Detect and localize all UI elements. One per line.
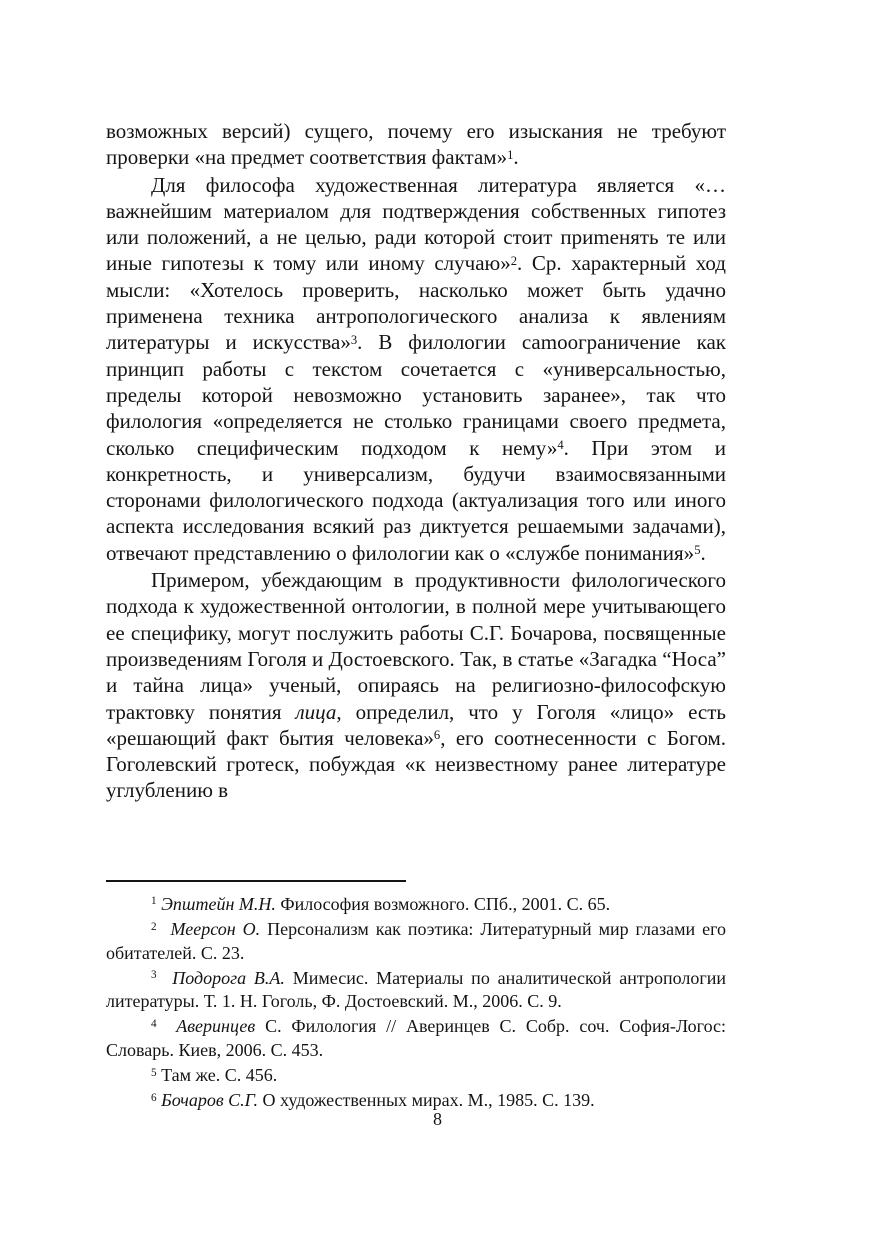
footnote-separator: [106, 880, 406, 882]
paragraph-3-emphasis: лица: [295, 699, 337, 724]
footnote-4: [106, 1015, 726, 1062]
footnote-text: Мимесис. Материалы по аналитической антропологии литературы. Т. 1. Н. Гоголь, Ф. Достоевский. М., 2006. С. 9.: [106, 967, 727, 1012]
footnote-3: [106, 967, 726, 1014]
footnote-text: Философия возможного. СПб., 2001. С. 65.: [275, 894, 611, 914]
footnote-ref-2[interactable]: 2: [510, 253, 517, 268]
main-text: [106, 118, 726, 804]
footnote-ref-4[interactable]: 4: [557, 437, 564, 452]
footnote-text: Персонализм как поэтика: Литературный мир глазами его обитателей. С. 23.: [106, 919, 727, 963]
paragraph-3: [106, 567, 726, 804]
footnote-number: 6: [151, 1091, 157, 1104]
footnote-5: [106, 1064, 726, 1088]
paragraph-2-text-3: . В филологии саmоограничение как принцип работы с текстом сочетается с «универсальностью, пределы которой невозможно установить заранее», так что филология «определяется не столько границами своего предмета, сколько специфическим подходом к нему»: [106, 330, 727, 460]
footnote-ref-6[interactable]: 6: [433, 728, 441, 743]
footnote-ref-3[interactable]: 3: [350, 332, 358, 347]
footnote-ref-1[interactable]: 1: [507, 147, 514, 162]
paragraph-3-text-3: , его соотнесенности с Богом. Гоголевский гротеск, побуждая «к неизвестному ранее литературе углублению в: [106, 725, 726, 803]
footnote-number: 3: [151, 969, 157, 982]
footnote-ref-5[interactable]: 5: [694, 543, 701, 558]
paragraph-3-text-1: Примером, убеждающим в продуктивности филологического подхода к художественной онтологии, в полной мере учитывающего ее специфику, могут послужить работы С.Г. Бочарова, посвященные произведениям Гоголя и Достоевского. Так, в статье «Загадка “Носа” и тайна лица» ученый, опираясь на религиозно-философскую трактовку понятия: [106, 568, 726, 724]
footnote-author: Бочаров С.Г.: [161, 1090, 259, 1111]
paragraph-1: [106, 118, 726, 171]
page-number: 8: [433, 1109, 442, 1129]
paragraph-2-text-1: Для философа художественная литература является «…важнейшим материалом для подтверждения собственных гипотез или положений, а не целью, ради которой стоит приmенять те или иные гипотезы к тому или иному случаю»: [106, 172, 726, 276]
paragraph-2-text-4: . При этом и конкретность, и универсализм, будучи взаимосвязанными сторонами филологического подхода (актуализация того или иного аспекта исследования всякий раз диктуется решаемыми задачами), отвечают представлению о филологии как о «службе понимания»: [106, 435, 726, 565]
footnote-author: Подорога В.А.: [172, 967, 285, 988]
paragraph-3-text-2: , определил, что у Гоголя «лицо» есть «решающий факт бытия человека»: [106, 699, 726, 750]
paragraph-2-text-2: . Ср. характерный ход мысли: «Хотелось проверить, насколько может быть удачно применена техника антропологического анализа к явлениям литературы и искусства»: [106, 251, 726, 355]
footnote-number: 1: [151, 895, 157, 908]
footnote-number: 5: [151, 1066, 157, 1079]
paragraph-1-end: .: [513, 145, 519, 170]
footnote-author: Меерсон О.: [170, 919, 261, 940]
footnote-number: 4: [151, 1017, 157, 1030]
footnote-author: Аверинцев: [176, 1016, 256, 1037]
footnote-text: О художественных мирах. М., 1985. С. 139.: [258, 1090, 595, 1111]
paragraph-1-text: возможных версий) сущего, почему его изыскания не требуют проверки «на предмет соответствия фактам»: [106, 119, 726, 170]
footnote-author: Эпштейн М.Н.: [161, 894, 276, 914]
footnote-2: [106, 918, 726, 965]
footnote-1: [106, 893, 726, 917]
paragraph-2: [106, 172, 726, 566]
paragraph-2-text-5: .: [700, 540, 706, 565]
footnotes: [106, 893, 726, 1114]
footnote-number: 2: [151, 920, 157, 933]
footnote-text: Там же. С. 456.: [156, 1065, 278, 1086]
footnote-text: С. Филология // Аверинцев С. Собр. соч. София-Логос: Словарь. Киев, 2006. С. 453.: [106, 1016, 727, 1061]
